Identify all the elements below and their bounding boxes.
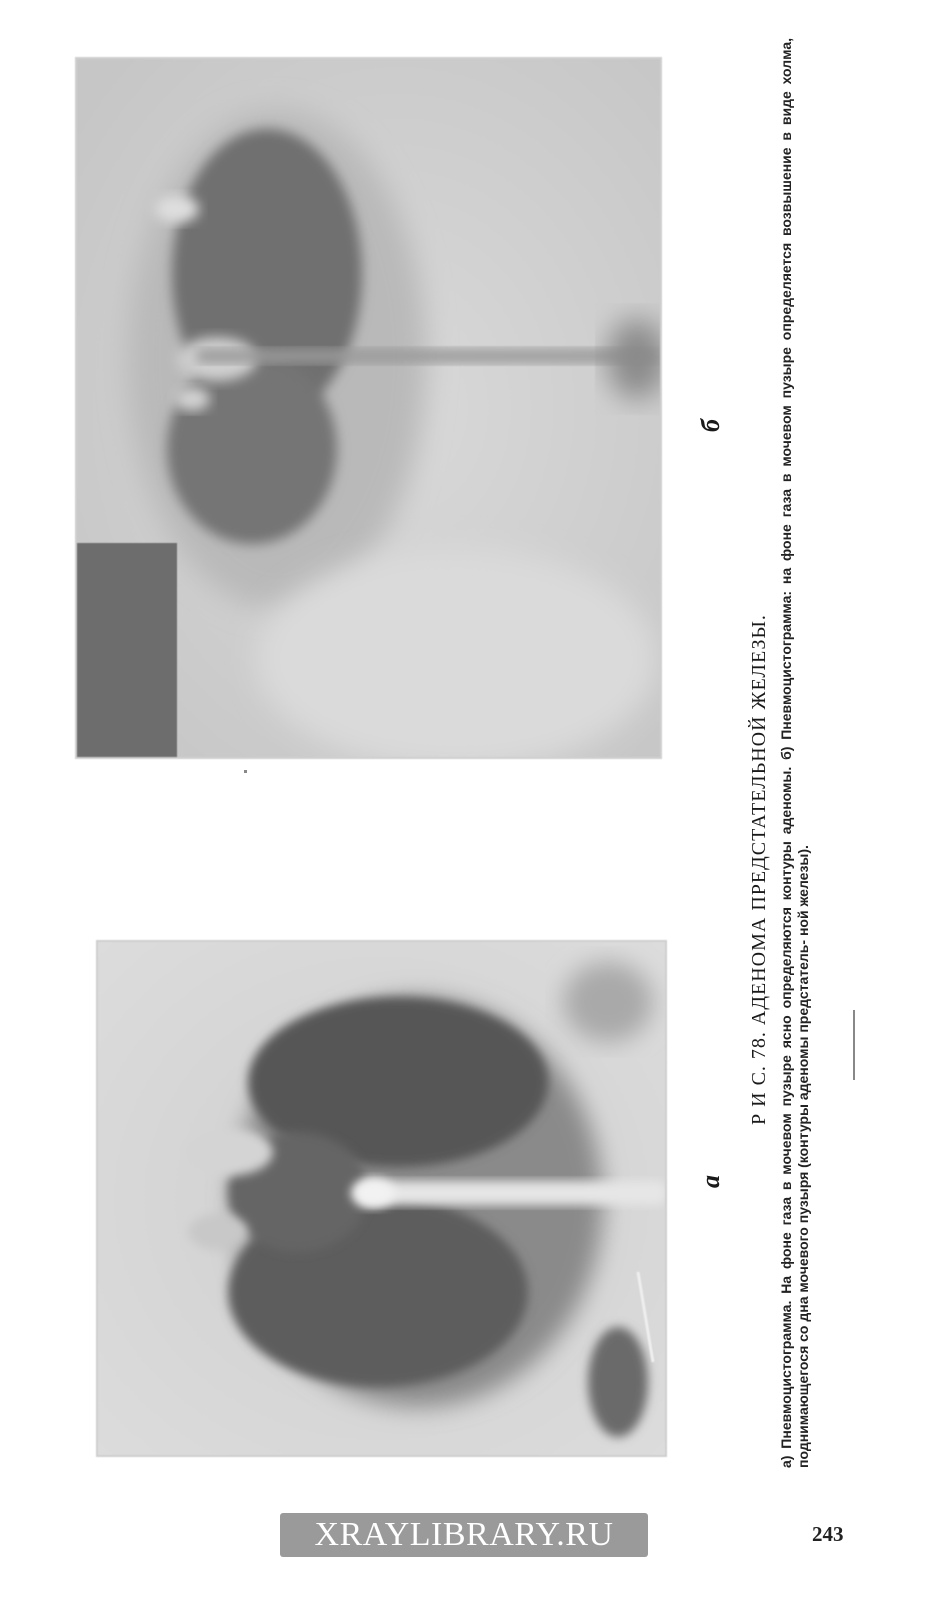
watermark-text: XRAYLIBRARY.RU — [314, 1516, 614, 1553]
xray-image-b — [75, 57, 662, 759]
panel-label-a: а — [696, 1175, 725, 1188]
scan-artifact — [853, 1010, 855, 1080]
watermark-logo — [280, 1513, 648, 1557]
scan-artifact — [244, 770, 247, 773]
figure-caption: а) Пневмоцистограмма. На фоне газа в мочевом пузыре ясно определяются контуры аденомы. б) Пневмоцистограмма: на фоне газа в мочевом пузыре определяется возвышение в виде холма, поднимающегося со дна мочевого пузыря (контуры аденомы предстатель- ной железы). — [778, 38, 811, 1468]
panel-label-b: б — [696, 419, 725, 432]
page-number: 243 — [812, 1522, 844, 1546]
xray-image-a — [96, 940, 667, 1457]
xray-a-graphic — [98, 942, 665, 1455]
xray-b-graphic — [77, 59, 660, 757]
figure-title: Р И С. 78. АДЕНОМА ПРЕДСТАТЕЛЬНОЙ ЖЕЛЕЗЫ. — [748, 614, 770, 1125]
